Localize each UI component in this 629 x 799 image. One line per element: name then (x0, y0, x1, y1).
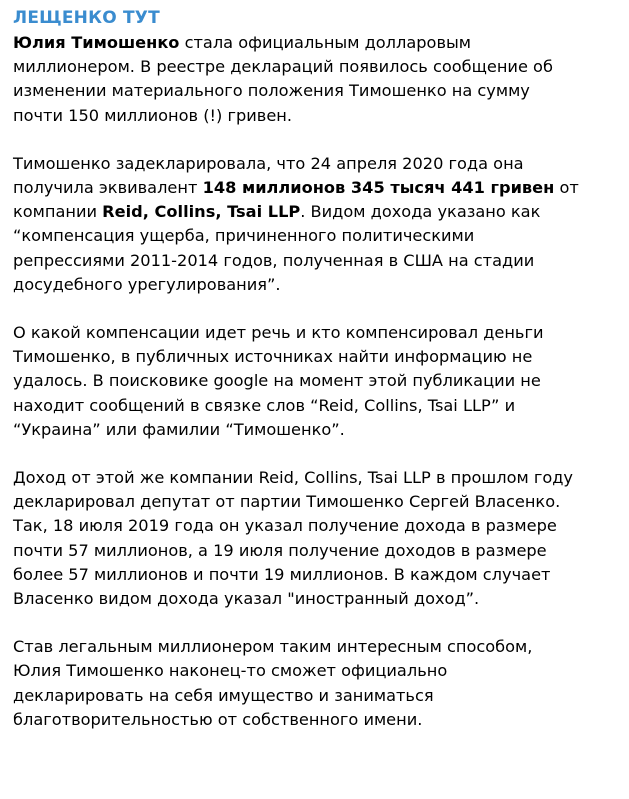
text-run: Став легальным миллионером таким интересным способом, (13, 637, 533, 657)
text-run: получила эквивалент (13, 178, 203, 198)
text-run: декларировал депутат от партии Тимошенко Сергей Власенко. (13, 492, 561, 512)
text-run: Тимошенко задекларировала, что 24 апреля 2020 года она (13, 153, 524, 173)
post-paragraph (13, 466, 625, 611)
text-run: удалось. В поисковике google на момент этой публикации не (13, 371, 541, 391)
channel-name[interactable]: ЛЕЩЕНКО ТУТ (13, 8, 160, 28)
text-run: Доход от этой же компании Reid, Collins, Tsai LLP в прошлом году (13, 468, 574, 488)
text-run: стала официальным долларовым (179, 33, 471, 52)
text-run: репрессиями 2011-2014 годов, полученная в США на стадии (13, 250, 535, 270)
bold-text: Юлия Тимошенко (13, 33, 180, 52)
text-run: Юлия Тимошенко наконец-то сможет официально (13, 661, 448, 681)
text-run: изменении материального положения Тимошенко на сумму (13, 81, 530, 101)
text-run: Тимошенко, в публичных источниках найти информацию не (13, 347, 533, 367)
text-run: Власенко видом дохода указал "иностранный доход”. (13, 589, 480, 609)
text-run: почти 150 миллионов (!) гривен. (13, 105, 293, 125)
text-run: от (554, 178, 579, 198)
text-run: благотворительностью от собственного имени. (13, 709, 423, 729)
bold-text: 148 миллионов 345 тысяч 441 гривен (202, 178, 555, 198)
post-paragraph (13, 321, 625, 442)
text-run: Так, 18 июля 2019 года он указал получение дохода в размере (13, 516, 557, 536)
text-run: почти 57 миллионов, а 19 июля получение доходов в размере (13, 540, 547, 560)
text-run: “компенсация ущерба, причиненного политическими (13, 226, 475, 246)
text-run: досудебного урегулирования”. (13, 274, 281, 294)
post-container (13, 0, 625, 732)
text-run: . Видом дохода указано как (300, 202, 541, 222)
text-run: О какой компенсации идет речь и кто компенсировал деньги (13, 323, 544, 343)
text-run: миллионером. В реестре деклараций появилось сообщение об (13, 57, 553, 77)
post-text (13, 31, 625, 732)
post-paragraph (13, 152, 625, 297)
text-run: декларировать на себя имущество и заниматься (13, 685, 434, 705)
bold-text: Reid, Collins, Tsai LLP (102, 202, 301, 222)
text-run: более 57 миллионов и почти 19 миллионов. В каждом случает (13, 564, 551, 584)
text-run: “Украина” или фамилии “Тимошенко”. (13, 419, 345, 439)
post-paragraph (13, 635, 625, 732)
text-run: компании (13, 202, 103, 222)
text-run: находит сообщений в связке слов “Reid, Collins, Tsai LLP” и (13, 395, 516, 415)
post-paragraph (13, 31, 625, 128)
